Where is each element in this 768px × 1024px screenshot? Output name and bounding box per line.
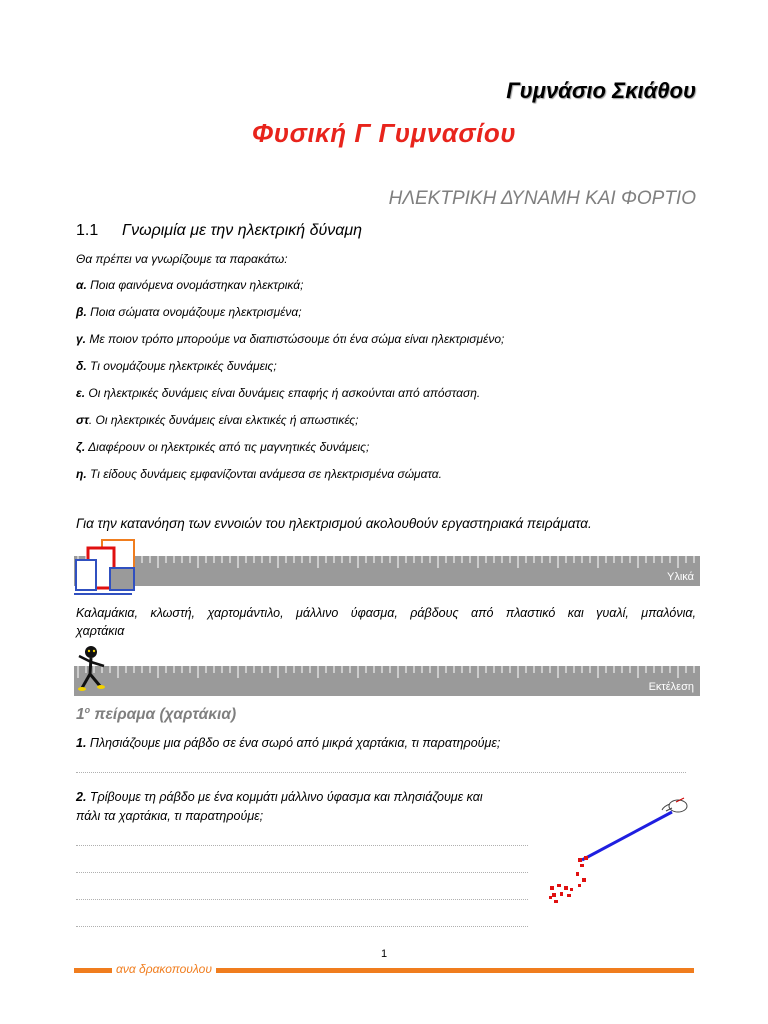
question-text: Ποια φαινόμενα ονομάστηκαν ηλεκτρικά; bbox=[86, 278, 304, 292]
step-number: 1. bbox=[76, 736, 87, 750]
question-text: Οι ηλεκτρικές δυνάμεις είναι δυνάμεις επαφής ή ασκούνται από απόσταση. bbox=[85, 386, 481, 400]
experiment-number: 1 bbox=[76, 706, 85, 724]
answer-line[interactable] bbox=[76, 772, 686, 773]
materials-line-1: Καλαμάκια, κλωστή, χαρτομάντιλο, μάλλινο ύφασμα, ράβδους από πλαστικό και γυαλί, μπαλόνια, bbox=[76, 606, 696, 620]
ruler-ticks bbox=[74, 666, 700, 696]
question-text: Τι είδους δυνάμεις εμφανίζονται ανάμεσα σε ηλεκτρισμένα σώματα. bbox=[86, 467, 442, 481]
execution-label: Εκτέλεση bbox=[648, 681, 694, 693]
step-1 bbox=[76, 736, 500, 750]
question-letter: ζ. bbox=[76, 440, 86, 454]
question-a bbox=[76, 278, 303, 292]
rod bbox=[582, 812, 672, 860]
answer-line[interactable] bbox=[76, 872, 528, 873]
step-2-continued: πάλι τα χαρτάκια, τι παρατηρούμε; bbox=[76, 809, 264, 823]
question-text: Διαφέρουν οι ηλεκτρικές από τις μαγνητικές δυνάμεις; bbox=[85, 440, 370, 454]
page-number: 1 bbox=[380, 948, 388, 960]
question-letter: δ. bbox=[76, 359, 87, 373]
step-number: 2. bbox=[76, 790, 87, 804]
question-text: Με ποιον τρόπο μπορούμε να διαπιστώσουμε ότι ένα σώμα είναι ηλεκτρισμένο; bbox=[86, 332, 505, 346]
school-name: Γυμνάσιο Σκιάθου bbox=[506, 78, 696, 103]
question-d bbox=[76, 359, 277, 373]
question-letter: η. bbox=[76, 467, 87, 481]
experiment-title bbox=[76, 705, 236, 724]
section-title: Γνωριμία με την ηλεκτρική δύναμη bbox=[122, 222, 363, 239]
answer-line[interactable] bbox=[76, 926, 528, 927]
question-b bbox=[76, 305, 302, 319]
experiment-ordinal: ο bbox=[84, 705, 91, 715]
materials-line-2: χαρτάκια bbox=[76, 624, 125, 638]
question-letter: α. bbox=[76, 278, 87, 292]
question-h bbox=[76, 467, 442, 481]
answer-line[interactable] bbox=[76, 845, 528, 846]
rod-papers-illustration bbox=[540, 792, 700, 912]
question-letter: γ. bbox=[76, 332, 87, 346]
question-z bbox=[76, 440, 369, 454]
chapter-title: ΗΛΕΚΤΡΙΚΗ ΔΥΝΑΜΗ ΚΑΙ ΦΟΡΤΙΟ bbox=[388, 188, 696, 209]
intro-text: Θα πρέπει να γνωρίζουμε τα παρακάτω: bbox=[76, 252, 288, 266]
question-c bbox=[76, 332, 504, 346]
materials-ruler-bar bbox=[74, 556, 700, 586]
section-heading bbox=[76, 222, 362, 240]
materials-label: Υλικά bbox=[666, 571, 694, 583]
experiment-title-text: πείραμα (χαρτάκια) bbox=[90, 706, 237, 724]
question-text: Τι ονομάζουμε ηλεκτρικές δυνάμεις; bbox=[86, 359, 277, 373]
paper-bits bbox=[549, 856, 588, 903]
materials-boxes-icon bbox=[72, 538, 140, 596]
question-st bbox=[76, 413, 358, 427]
section-number: 1.1 bbox=[76, 222, 99, 239]
question-letter: β. bbox=[76, 305, 87, 319]
answer-line[interactable] bbox=[76, 899, 528, 900]
question-text: Ποια σώματα ονομάζουμε ηλεκτρισμένα; bbox=[86, 305, 302, 319]
walking-figure-icon bbox=[74, 644, 108, 692]
subject-title: Φυσική Γ Γυμνασίου bbox=[251, 118, 517, 148]
step-text: Τρίβουμε τη ράβδο με ένα κομμάτι μάλλινο ύφασμα και πλησιάζουμε και bbox=[86, 790, 483, 804]
question-text: . Οι ηλεκτρικές δυνάμεις είναι ελκτικές ή απωστικές; bbox=[88, 413, 359, 427]
ruler-ticks bbox=[74, 556, 700, 586]
question-letter: στ bbox=[76, 413, 89, 427]
question-letter: ε. bbox=[76, 386, 86, 400]
execution-ruler-bar bbox=[74, 666, 700, 696]
footer-author: ανα δρακοπουλου bbox=[112, 962, 216, 976]
hand-icon bbox=[662, 798, 687, 812]
lab-intro: Για την κατανόηση των εννοιών του ηλεκτρισμού ακολουθούν εργαστηριακά πειράματα. bbox=[76, 516, 592, 531]
step-2 bbox=[76, 790, 483, 804]
question-e bbox=[76, 386, 480, 400]
step-text: Πλησιάζουμε μια ράβδο σε ένα σωρό από μικρά χαρτάκια, τι παρατηρούμε; bbox=[86, 736, 501, 750]
